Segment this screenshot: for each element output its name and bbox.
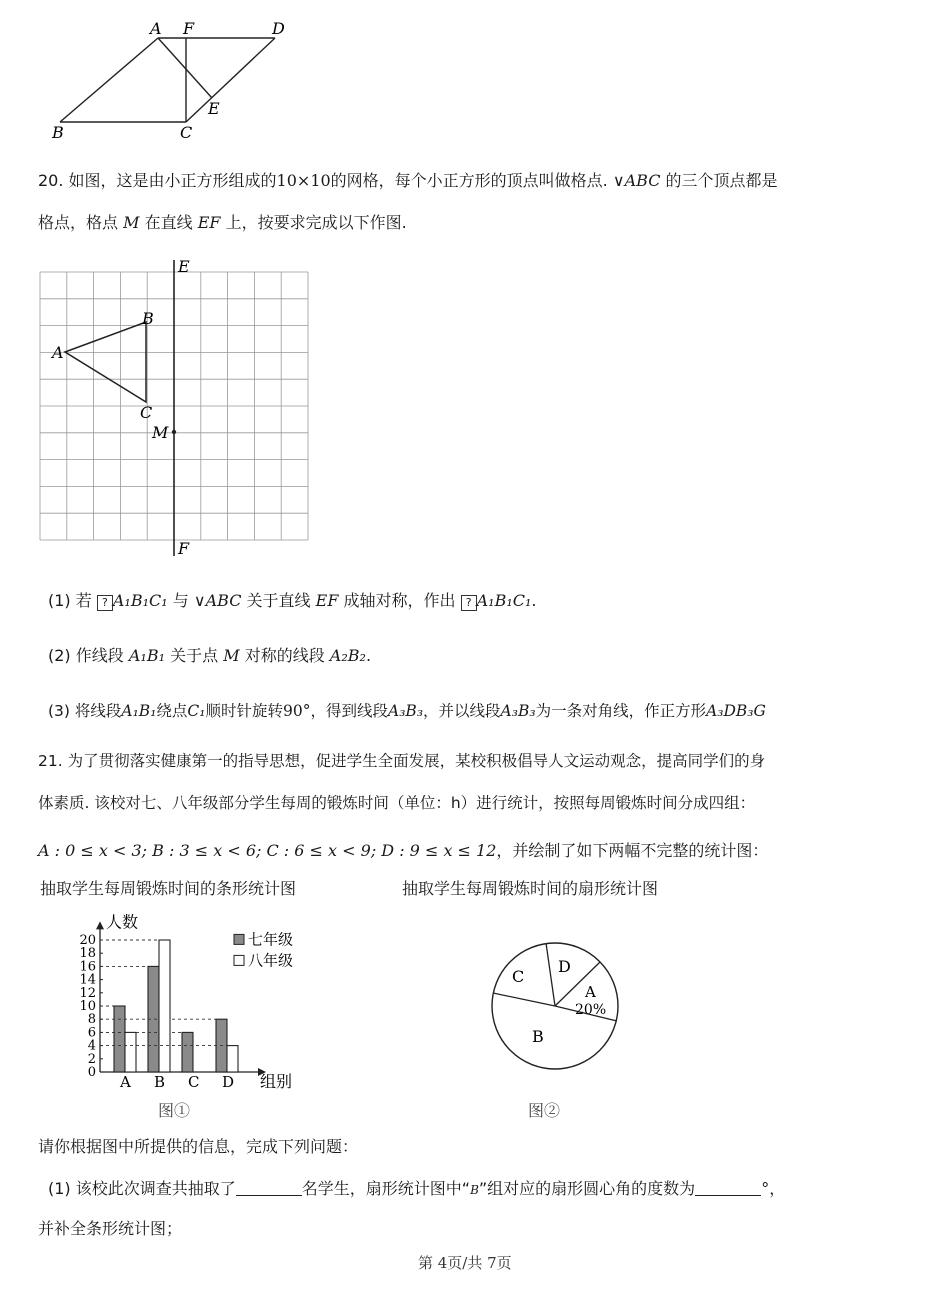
bar-八年级-B <box>159 940 170 1072</box>
y-tick-label: 10 <box>79 999 96 1014</box>
fig1-caption: 图① <box>158 1101 191 1120</box>
label-d: D <box>272 19 285 38</box>
y-tick-label: 18 <box>79 946 96 962</box>
label-e: E <box>208 99 220 118</box>
legend-label-1: 八年级 <box>248 951 294 970</box>
y-tick-label: 0 <box>87 1065 96 1080</box>
grid-label-m: M <box>152 423 169 442</box>
bar-八年级-D <box>227 1046 238 1072</box>
legend-swatch-1 <box>234 955 244 965</box>
point-m <box>172 430 176 434</box>
label-f: F <box>183 19 195 38</box>
pie-slice-label-d: D <box>558 957 571 976</box>
q20-sub3: (3) 将线段A₁B₁绕点C₁顺时针旋转90°，得到线段A₃B₃，并以线段A₃B₃为一条对角线，作正方形A₃DB₃G <box>48 702 766 720</box>
label-c: C <box>180 123 193 142</box>
x-tick-label: C <box>188 1073 200 1091</box>
q21-prompt: 请你根据图中所提供的信息，完成下列问题： <box>38 1137 359 1156</box>
fig2-caption: 图② <box>528 1101 561 1120</box>
bar-七年级-A <box>114 1006 125 1072</box>
y-axis-arrow <box>96 921 104 929</box>
x-tick-label: D <box>222 1073 235 1091</box>
y-tick-label: 4 <box>87 1038 96 1054</box>
legend-swatch-0 <box>234 934 244 944</box>
bar-chart <box>70 900 330 1100</box>
q21-line2: 体素质. 该校对七、八年级部分学生每周的锻炼时间（单位：h）进行统计，按照每周锻炼时间分成四组： <box>38 794 756 812</box>
y-tick-label: 6 <box>87 1025 96 1041</box>
bar-chart-title: 抽取学生每周锻炼时间的条形统计图 <box>40 879 297 898</box>
y-tick-label: 14 <box>79 972 96 988</box>
bar-八年级-A <box>125 1032 136 1072</box>
pie-slice-text-a: 20% <box>575 1002 607 1018</box>
segment-ab <box>60 38 158 122</box>
label-b: B <box>52 123 64 142</box>
pie-divider-1 <box>546 943 555 1006</box>
grid-label-c: C <box>140 403 153 422</box>
grid-label-f: F <box>178 539 190 558</box>
page-footer: 第 4页/共 7页 <box>418 1254 512 1272</box>
y-tick-label: 8 <box>87 1012 96 1028</box>
parallelogram-figure <box>40 10 330 145</box>
q20-sub1: (1) 若 ? A₁B₁C₁ 与 ∨ABC 关于直线 EF 成轴对称，作出 ? A₁B₁C₁. <box>48 591 537 610</box>
answer-blank-2[interactable] <box>695 1179 761 1196</box>
q20-sub2: (2) 作线段 A₁B₁ 关于点 M 对称的线段 A₂B₂. <box>48 646 372 665</box>
x-tick-label: A <box>120 1073 131 1091</box>
answer-blank-1[interactable] <box>236 1179 302 1196</box>
pie-chart-title: 抽取学生每周锻炼时间的扇形统计图 <box>402 879 659 898</box>
pie-slice-label-a: A <box>585 983 596 1001</box>
missing-symbol-icon: ? <box>461 595 477 611</box>
y-tick-label: 12 <box>79 985 96 1001</box>
q21-sub1-line2: 并补全条形统计图； <box>38 1219 183 1238</box>
q21-groups: A : 0 ≤ x < 3; B : 3 ≤ x < 6; C : 6 ≤ x < 9; D : 9 ≤ x ≤ 12，并绘制了如下两幅不完整的统计图： <box>38 841 769 860</box>
grid-label-a: A <box>52 343 64 362</box>
grid-figure <box>38 256 318 561</box>
y-tick-label: 20 <box>79 933 96 948</box>
legend-label-0: 七年级 <box>248 930 294 949</box>
q21-sub1: (1) 该校此次调查共抽取了 名学生，扇形统计图中“B”组对应的扇形圆心角的度数为 °， <box>48 1179 786 1198</box>
grid-label-b: B <box>142 309 154 328</box>
q20-line1: 20. 如图，这是由小正方形组成的10×10的网格，每个小正方形的顶点叫做格点. ∨ABC 的三个顶点都是 <box>38 171 778 190</box>
q20-line2: 格点，格点 M 在直线 EF 上，按要求完成以下作图. <box>38 213 407 232</box>
segment-dc <box>186 38 275 122</box>
y-tick-label: 16 <box>79 959 96 975</box>
x-axis-label: 组别 <box>260 1072 293 1091</box>
pie-divider-4 <box>493 993 555 1006</box>
grid-label-e: E <box>178 257 190 276</box>
triangle-abc <box>65 322 146 402</box>
pie-chart <box>480 935 630 1085</box>
pie-slice-label-b: B <box>532 1027 544 1046</box>
missing-symbol-icon: ? <box>97 595 113 611</box>
y-axis-label: 人数 <box>106 912 139 932</box>
pie-slice-label-c: C <box>512 967 525 986</box>
label-a: A <box>150 19 162 38</box>
x-tick-label: B <box>154 1073 166 1091</box>
segment-ae <box>158 38 212 98</box>
y-tick-label: 2 <box>87 1051 96 1067</box>
q21-line1: 21. 为了贯彻落实健康第一的指导思想，促进学生全面发展，某校积极倡导人文运动观念，提高同学们的身 <box>38 752 766 770</box>
bar-七年级-C <box>182 1032 193 1072</box>
